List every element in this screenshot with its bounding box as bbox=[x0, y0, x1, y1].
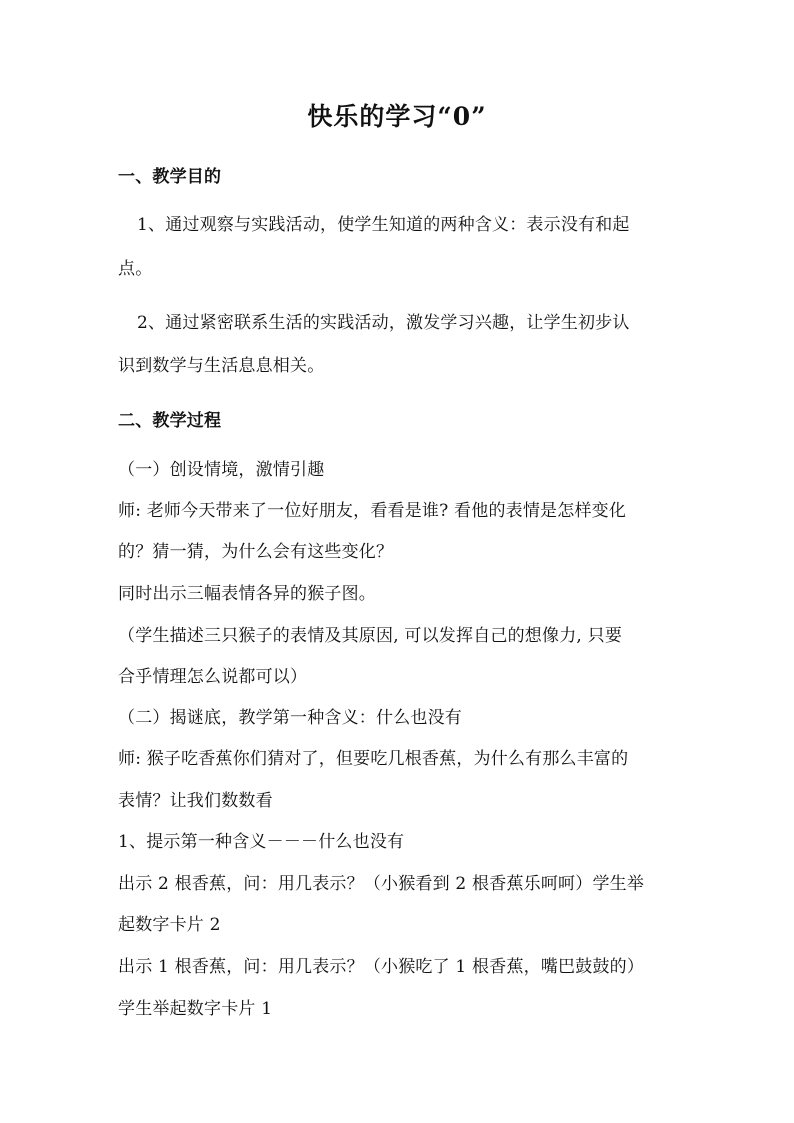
objective-2-line-2: 识到数学与生活息息相关。 bbox=[118, 356, 325, 376]
section-heading-process: 二、教学过程 bbox=[118, 411, 222, 431]
first-meaning-heading: 1、提示第一种含义－－－什么也没有 bbox=[118, 832, 405, 852]
one-banana-line-2: 学生举起数字卡片 1 bbox=[118, 999, 273, 1019]
section-heading-objectives: 一、教学目的 bbox=[118, 167, 222, 187]
teacher-question-line-2: 表情？让我们数数看 bbox=[118, 791, 273, 811]
objective-1-line-1: 1、通过观察与实践活动，使学生知道的两种含义：表示没有和起 bbox=[137, 215, 630, 235]
subsection-1-heading: （一）创设情境，激情引趣 bbox=[118, 460, 325, 480]
student-description-line-1: （学生描述三只猴子的表情及其原因, 可以发挥自己的想像力, 只要 bbox=[118, 626, 623, 646]
one-banana-line-1: 出示 1 根香蕉，问：用几表示？（小猴吃了 1 根香蕉，嘴巴鼓鼓的） bbox=[118, 957, 645, 977]
teacher-line-2: 的？猜一猜，为什么会有这些变化？ bbox=[118, 542, 394, 562]
teacher-line-1: 师: 老师今天带来了一位好朋友，看看是谁? 看他的表情是怎样变化 bbox=[118, 501, 627, 521]
objective-1-line-2: 点。 bbox=[118, 259, 153, 279]
document-title: 快乐的学习“0” bbox=[307, 102, 487, 131]
two-bananas-line-1: 出示 2 根香蕉，问：用几表示？（小猴看到 2 根香蕉乐呵呵）学生举 bbox=[118, 874, 645, 894]
objective-2-line-1: 2、通过紧密联系生活的实践活动，激发学习兴趣，让学生初步认 bbox=[137, 313, 630, 333]
teacher-question-line-1: 师: 猴子吃香蕉你们猜对了，但要吃几根香蕉，为什么有那么丰富的 bbox=[118, 749, 629, 769]
subsection-2-heading: （二）揭谜底，教学第一种含义：什么也没有 bbox=[118, 708, 462, 728]
two-bananas-line-2: 起数字卡片 2 bbox=[118, 915, 221, 935]
student-description-line-2: 合乎情理怎么说都可以） bbox=[118, 667, 308, 687]
display-monkeys-line: 同时出示三幅表情各异的猴子图。 bbox=[118, 584, 376, 604]
